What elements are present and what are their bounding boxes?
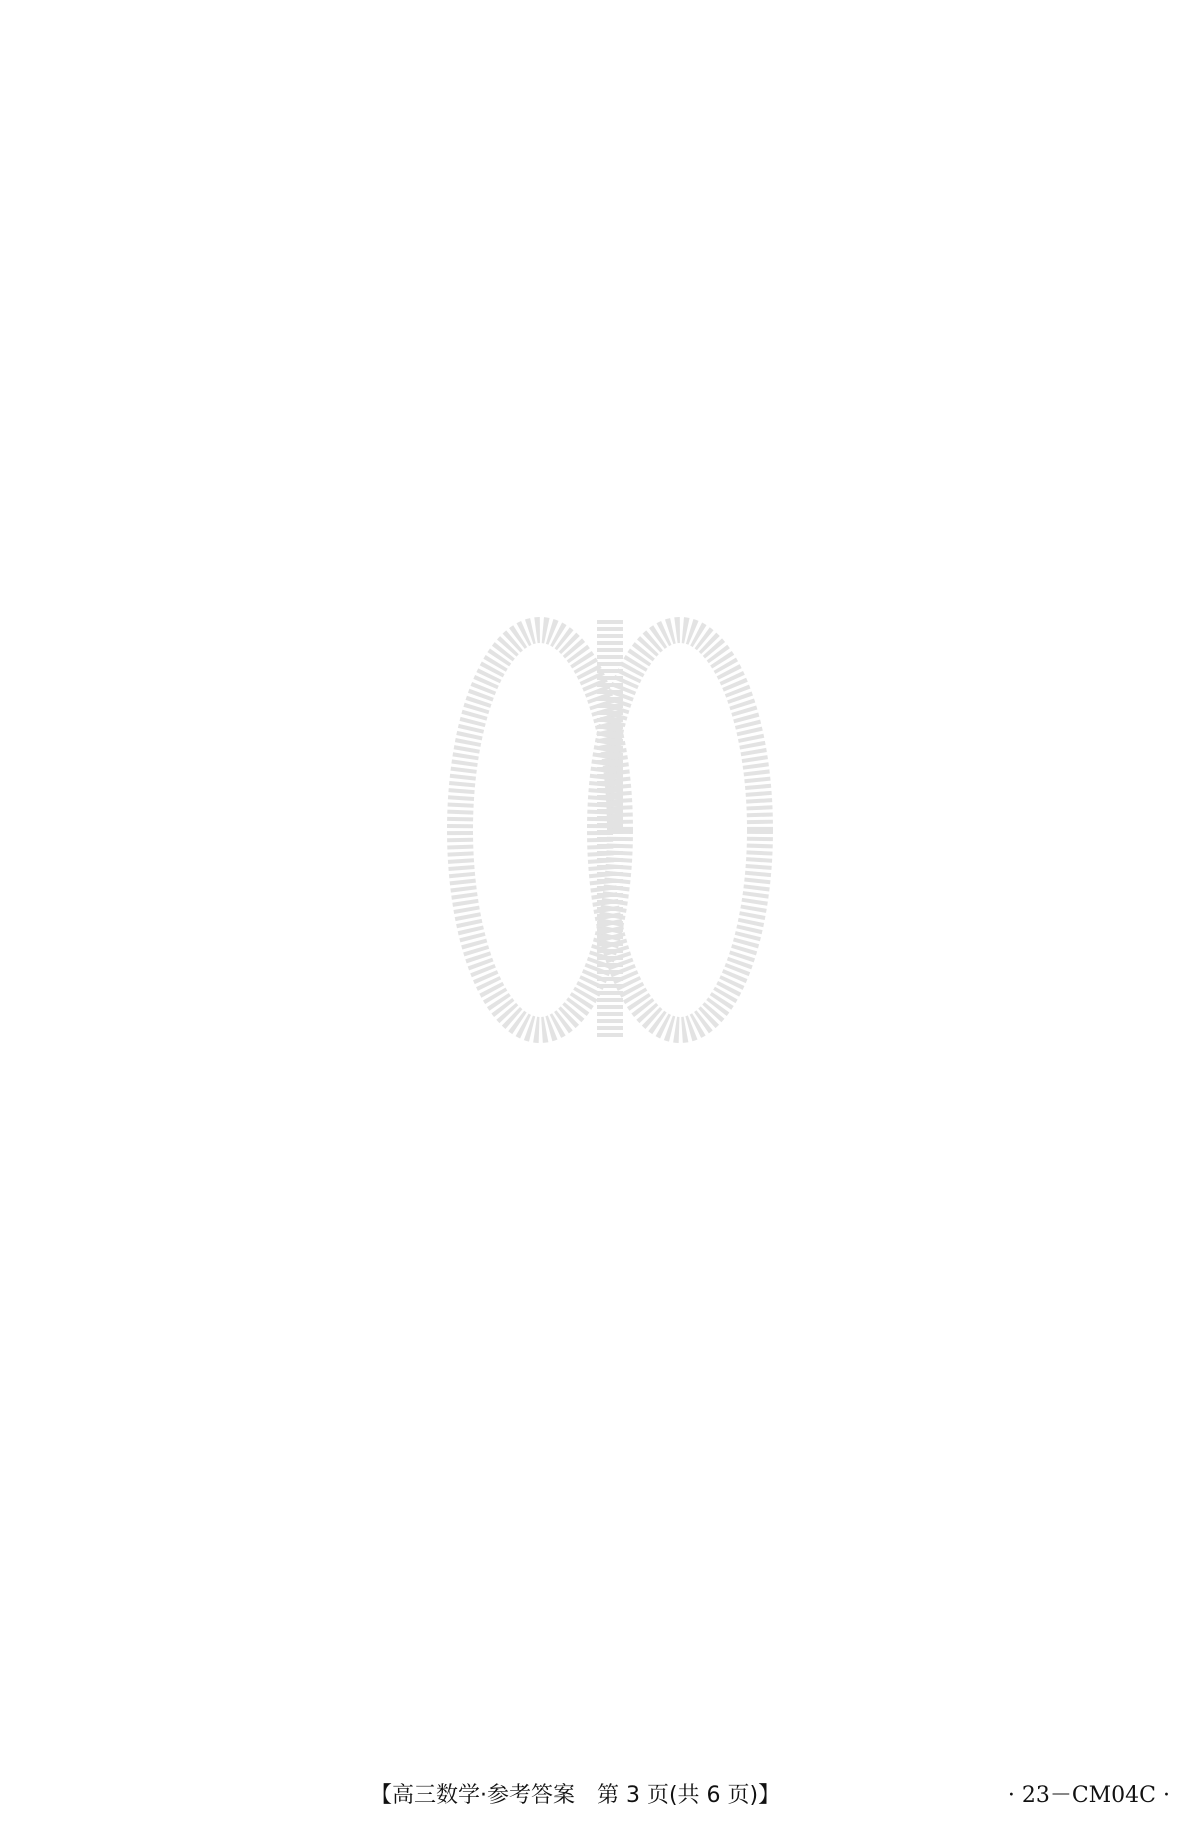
footer-title: 【高三数学·参考答案 第 3 页(共 6 页)】 <box>370 1783 781 1808</box>
footer-code: · 23－CM04C · <box>1007 1783 1170 1808</box>
